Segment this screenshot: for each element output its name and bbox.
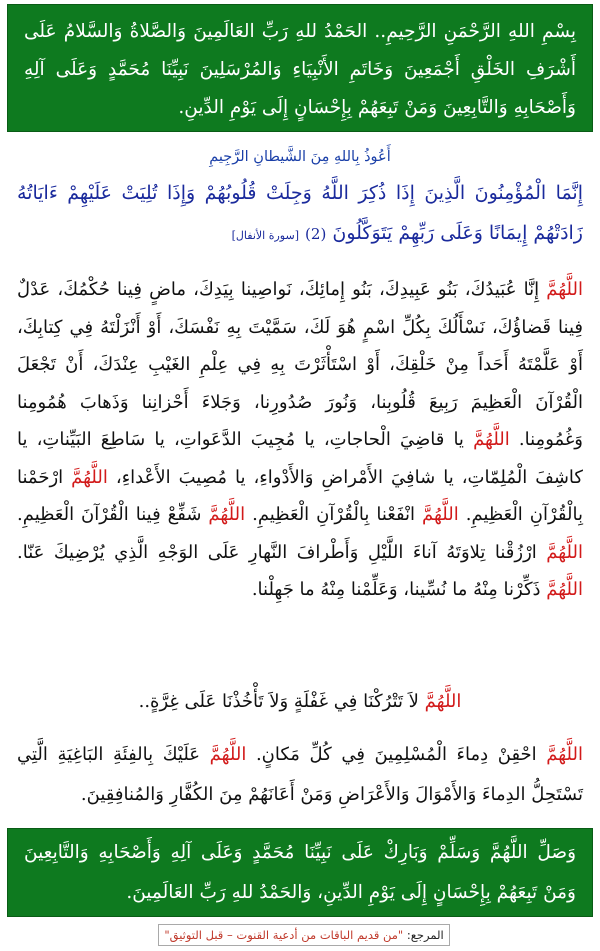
closing-text: وَصَلِّ اللَّهُمَّ وَسَلِّمْ وَبَارِكْ عَلَى نَبِيِّنَا مُحَمَّدٍ وَعَلَى آلِهِ وَأَصْحَابِهِ وَالتَّابِعِينَ وَمَنْ تَبِعَهُمْ بِإِحْسَانٍ إِلَى يَوْمِ الدِّينِ، وَالحَمْدُ للهِ رَبِّ العَالَمِينَ. <box>24 842 576 903</box>
closing-box <box>7 828 593 917</box>
opening-text: بِسْمِ اللهِ الرَّحْمَنِ الرَّحِيمِ.. الحَمْدُ للهِ رَبِّ العَالَمِينَ وَالصَّلاةُ وَالسَّلامُ عَلَى أَشْرَفِ الخَلْقِ أَجْمَعِينَ وَخَاتَمِ الأَنْبِيَاءِ وَالمُرْسَلِينَ نَبِيِّنَا مُحَمَّدٍ وَعَلَى آلِهِ وَأَصْحَابِهِ وَالتَّابِعِينَ وَمَنْ تَبِعَهُمْ بِإِحْسَانٍ إِلَى يَوْمِ الدِّينِ. <box>24 21 576 118</box>
reference-box <box>158 924 450 946</box>
content-panel <box>7 137 593 823</box>
opening-box <box>7 4 593 132</box>
dua-text: لاَ تَتْرُكْنَا فِي غَفْلَةٍ وَلاَ تَأْخُذْنَا عَلَى غِرَّةٍ.. <box>138 691 425 712</box>
quran-verse <box>17 173 583 256</box>
verse-source: [سورة الأنفال] <box>231 229 299 242</box>
dua-text: احْقِنْ دِماءَ الْمُسْلِمِينَ فِي كُلِّ مَكانٍ. <box>246 744 547 765</box>
allahumma-word: اللَّهُمَّ <box>546 579 583 600</box>
istiadha-line: أَعُوذُ بِاللهِ مِنَ الشَّيطانِ الرَّجِيمِ <box>209 149 391 165</box>
dua-paragraph-2 <box>17 682 583 722</box>
reference-label: المرجع: <box>406 928 444 942</box>
dua-text: يا قاضِيَ الْحاجاتِ، يا مُجِيبَ الدَّعَواتِ، يا سَاطِعَ البَيِّناتِ، يا كاشِفَ الْمُلِمّاتِ، يا شافِيَ الأَمْراضِ وَالأَدْواءِ، يا مُصِيبَ الأَعْداءِ، <box>17 429 583 488</box>
allahumma-word: اللَّهُمَّ <box>209 744 247 765</box>
dua-text: انْفَعْنا بِالْقُرْآنِ الْعَظِيمِ. <box>245 504 423 525</box>
dua-text: إِنَّا عُبَيدُكَ، بَنُو عَبِيدِكَ، بَنُو إِمائِكَ، نَواصِينا بِيَدِكَ، ماضٍ فِينا حُكْمُكَ، عَدْلٌ فِينا قَضاؤُكَ، نَسْأَلُكَ بِكُلِّ اسْمٍ هُوَ لَكَ، سَمَّيْتَ بِهِ نَفْسَكَ، أَوْ أَنْزَلْتَهُ فِي كِتابِكَ، أَوْ عَلَّمْتَهُ أَحَداً مِنْ خَلْقِكَ، أَوْ اسْتَأْثَرْتَ بِهِ فِي عِلْمِ الغَيْبِ عِنْدَكَ، أَنْ تَجْعَلَ الْقُرْآنَ الْعَظِيمَ رَبِيعَ قُلُوبِنا، وَنُورَ صُدُورِنا، وَجَلاءَ أَحْزانِنا وَذَهابَ هُمُومِنا وَغُمُومِنا. <box>17 279 584 450</box>
allahumma-word: اللَّهُمَّ <box>546 541 583 563</box>
reference-text: "من قديم الباقات من أدعية القنوت – قبل التوثيق" <box>164 928 407 942</box>
dua-text: ارْزُقْنا تِلاوَتَهُ آناءَ اللَّيْلِ وَأَطْرافَ النَّهارِ عَلَى الوَجْهِ الَّذِي يُرْضِيكَ عَنّا. <box>17 541 547 563</box>
allahumma-word: اللَّهُمَّ <box>71 466 108 488</box>
allahumma-word: اللَّهُمَّ <box>208 504 246 525</box>
allahumma-word: اللَّهُمَّ <box>473 429 510 450</box>
dua-text: ذَكِّرْنا مِنْهُ ما نُسِّينا، وَعَلِّمْنا مِنْهُ ما جَهِلْنا. <box>251 579 547 600</box>
allahumma-word: اللَّهُمَّ <box>422 504 459 525</box>
dua-paragraph-1 <box>17 271 583 609</box>
allahumma-word: اللَّهُمَّ <box>546 279 583 300</box>
verse-text: إِنَّمَا الْمُؤْمِنُونَ الَّذِينَ إِذَا ذُكِرَ اللَّهُ وَجِلَتْ قُلُوبُهُمْ وَإِذَا تُلِيَتْ عَلَيْهِمْ ءَايَاتُهُ زَادَتْهُمْ إِيمَانًا وَعَلَى رَبِّهِمْ يَتَوَكَّلُونَ <box>17 182 583 244</box>
dua-text: ارْحَمْنا بِالْقُرْآنِ الْعَظِيمِ. <box>17 466 584 525</box>
verse-number: (2) <box>305 225 327 243</box>
allahumma-word: اللَّهُمَّ <box>546 744 583 765</box>
dua-text: شَفِّعْ فِينا الْقُرْآنَ الْعَظِيمِ. <box>17 504 209 525</box>
dua-paragraph-3 <box>17 735 583 815</box>
dua-text: عَلَيْكَ بِالفِئَةِ البَاغِيَةِ الَّتِي تَسْتَحِلُّ الدِماءَ وَالأَمْوَالَ وَالأَعْرَاضِ وَمَنْ أَعَانَهُمْ مِنَ الكُفَّارِ وَالمُنافِقِينَ. <box>17 744 583 805</box>
allahumma-word: اللَّهُمَّ <box>424 691 462 712</box>
